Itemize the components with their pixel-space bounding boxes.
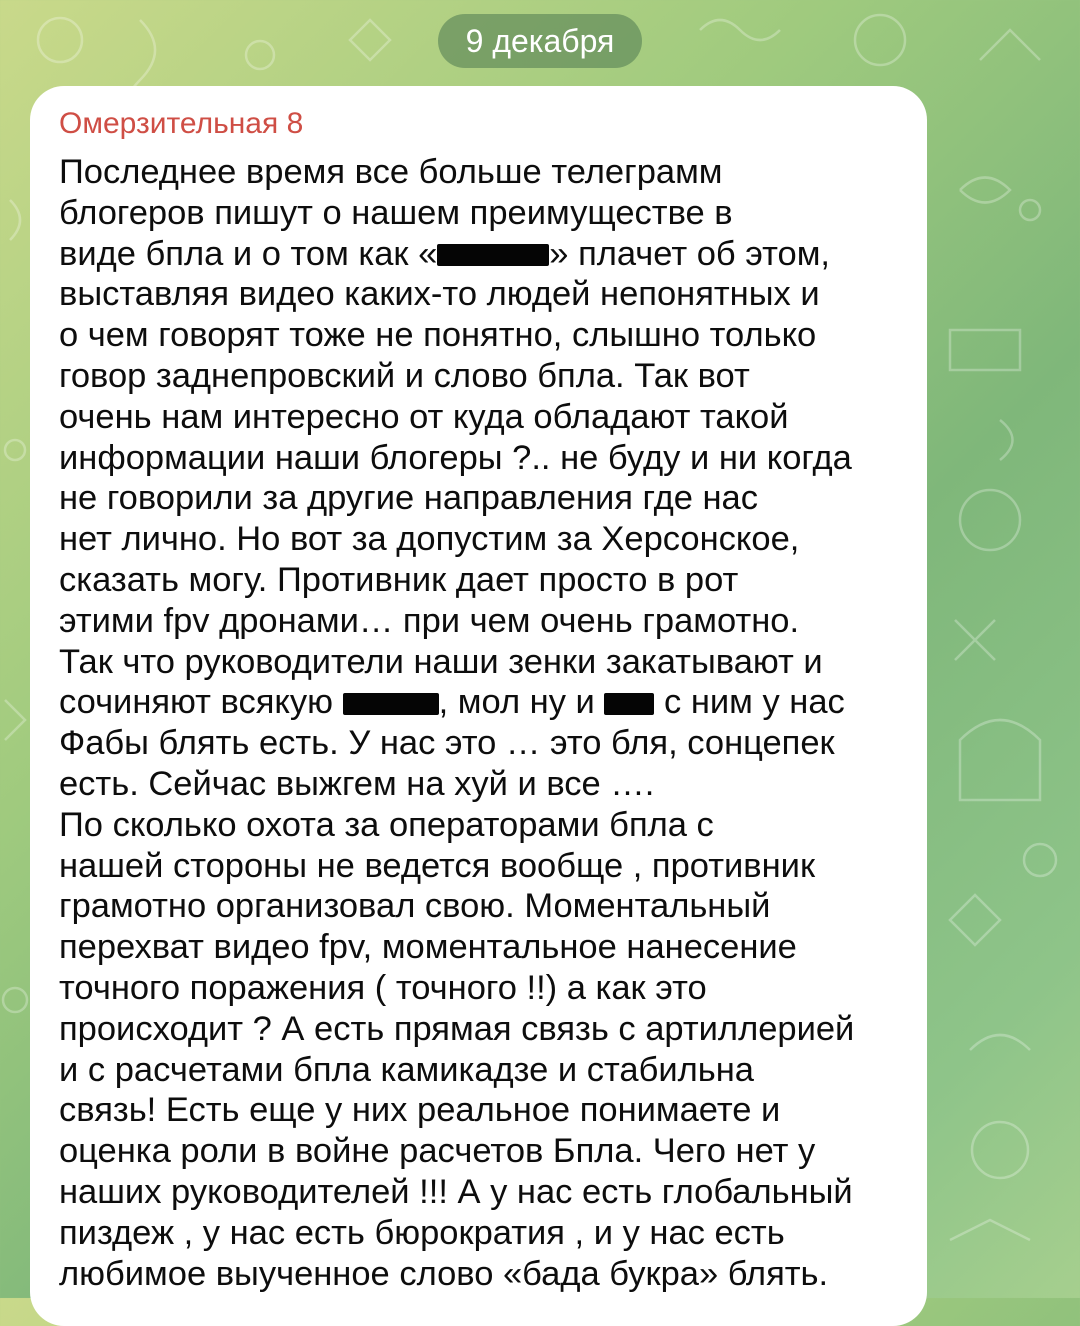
message-line: [59, 478, 899, 519]
message-text-segment: виде бпла и о том как «: [59, 234, 438, 273]
message-text-segment: с ним у нас: [654, 683, 845, 722]
message-line: [59, 1254, 899, 1295]
message-text-segment: о чем говорят тоже не понятно, слышно только: [59, 316, 817, 355]
message-text-segment: выставляя видео каких-то людей непонятных и: [59, 275, 820, 314]
message-text-segment: наших руководителей !!! А у нас есть глобальный: [59, 1172, 853, 1211]
message-line: [59, 805, 899, 846]
message-line: [59, 315, 899, 356]
message-text-segment: нет лично. Но вот за допустим за Херсонское,: [59, 520, 800, 559]
message-line: [59, 1009, 899, 1050]
message-line: [59, 193, 899, 234]
message-text-segment: пиздеж , у нас есть бюрократия , и у нас есть: [59, 1213, 785, 1252]
message-line: [59, 152, 899, 193]
message-text-segment: информации наши блогеры ?.. не буду и ни когда: [59, 438, 852, 477]
message-text: [59, 152, 899, 1294]
message-text-segment: не говорили за другие направления где нас: [59, 479, 758, 518]
sender-name[interactable]: Омерзительная 8: [59, 107, 304, 140]
message-line: [59, 519, 899, 560]
message-text-segment: Последнее время все больше телеграмм: [59, 153, 723, 191]
message-text-segment: нашей стороны не ведется вообще , противник: [59, 846, 816, 885]
message-line: [59, 397, 899, 438]
message-line: [59, 764, 899, 805]
message-line: [59, 1172, 899, 1213]
message-text-segment: сказать могу. Противник дает просто в рот: [59, 560, 739, 599]
message-text-segment: и с расчетами бпла камикадзе и стабильна: [59, 1050, 754, 1089]
message-text-segment: блогеров пишут о нашем преимуществе в: [59, 193, 733, 232]
message-line: [59, 723, 899, 764]
message-line: [59, 601, 899, 642]
message-text-segment: По сколько охота за операторами бпла с: [59, 805, 714, 844]
date-badge: 9 декабря: [438, 14, 642, 68]
message-text-segment: грамотно организовал свою. Моментальный: [59, 887, 771, 926]
message-line: [59, 968, 899, 1009]
message-text-segment: оценка роли в войне расчетов Бпла. Чего нет у: [59, 1132, 816, 1171]
message-line: [59, 274, 899, 315]
message-line: [59, 682, 899, 723]
message-text-segment: точного поражения ( точного !!) а как это: [59, 968, 707, 1007]
message-text-segment: очень нам интересно от куда обладают такой: [59, 397, 789, 436]
message-line: [59, 1213, 899, 1254]
message-text-segment: есть. Сейчас выжгем на хуй и все ….: [59, 764, 655, 803]
redaction-bar: [437, 244, 549, 266]
message-line: [59, 886, 899, 927]
message-line: [59, 356, 899, 397]
message-text-segment: , мол ну и: [438, 683, 605, 722]
message-line: [59, 1050, 899, 1091]
message-line: [59, 560, 899, 601]
message-line: [59, 642, 899, 683]
message-text-segment: связь! Есть еще у них реальное понимаете и: [59, 1091, 781, 1130]
message-line: [59, 1090, 899, 1131]
message-text-segment: Так что руководители наши зенки закатывают и: [59, 642, 823, 681]
redaction-bar: [343, 693, 439, 715]
message-line: [59, 846, 899, 887]
message-line: [59, 234, 899, 275]
message-text-segment: говор заднепровский и слово бпла. Так вот: [59, 356, 750, 395]
message-line: [59, 1131, 899, 1172]
message-text-segment: происходит ? А есть прямая связь с артиллерией: [59, 1009, 855, 1048]
message-text-segment: Фабы блять есть. У нас это … это бля, сонцепек: [59, 724, 835, 763]
message-text-segment: этими fpv дронами… при чем очень грамотно.: [59, 601, 800, 640]
message-line: [59, 438, 899, 479]
message-text-segment: любимое выученное слово «бада букра» блять.: [59, 1254, 829, 1293]
message-text-segment: » плачет об этом,: [549, 234, 830, 273]
message-bubble[interactable]: [30, 86, 927, 1326]
message-text-segment: сочиняют всякую: [59, 683, 343, 722]
message-text-segment: перехват видео fpv, моментальное нанесение: [59, 928, 797, 967]
redaction-bar: [604, 693, 654, 715]
message-line: [59, 927, 899, 968]
